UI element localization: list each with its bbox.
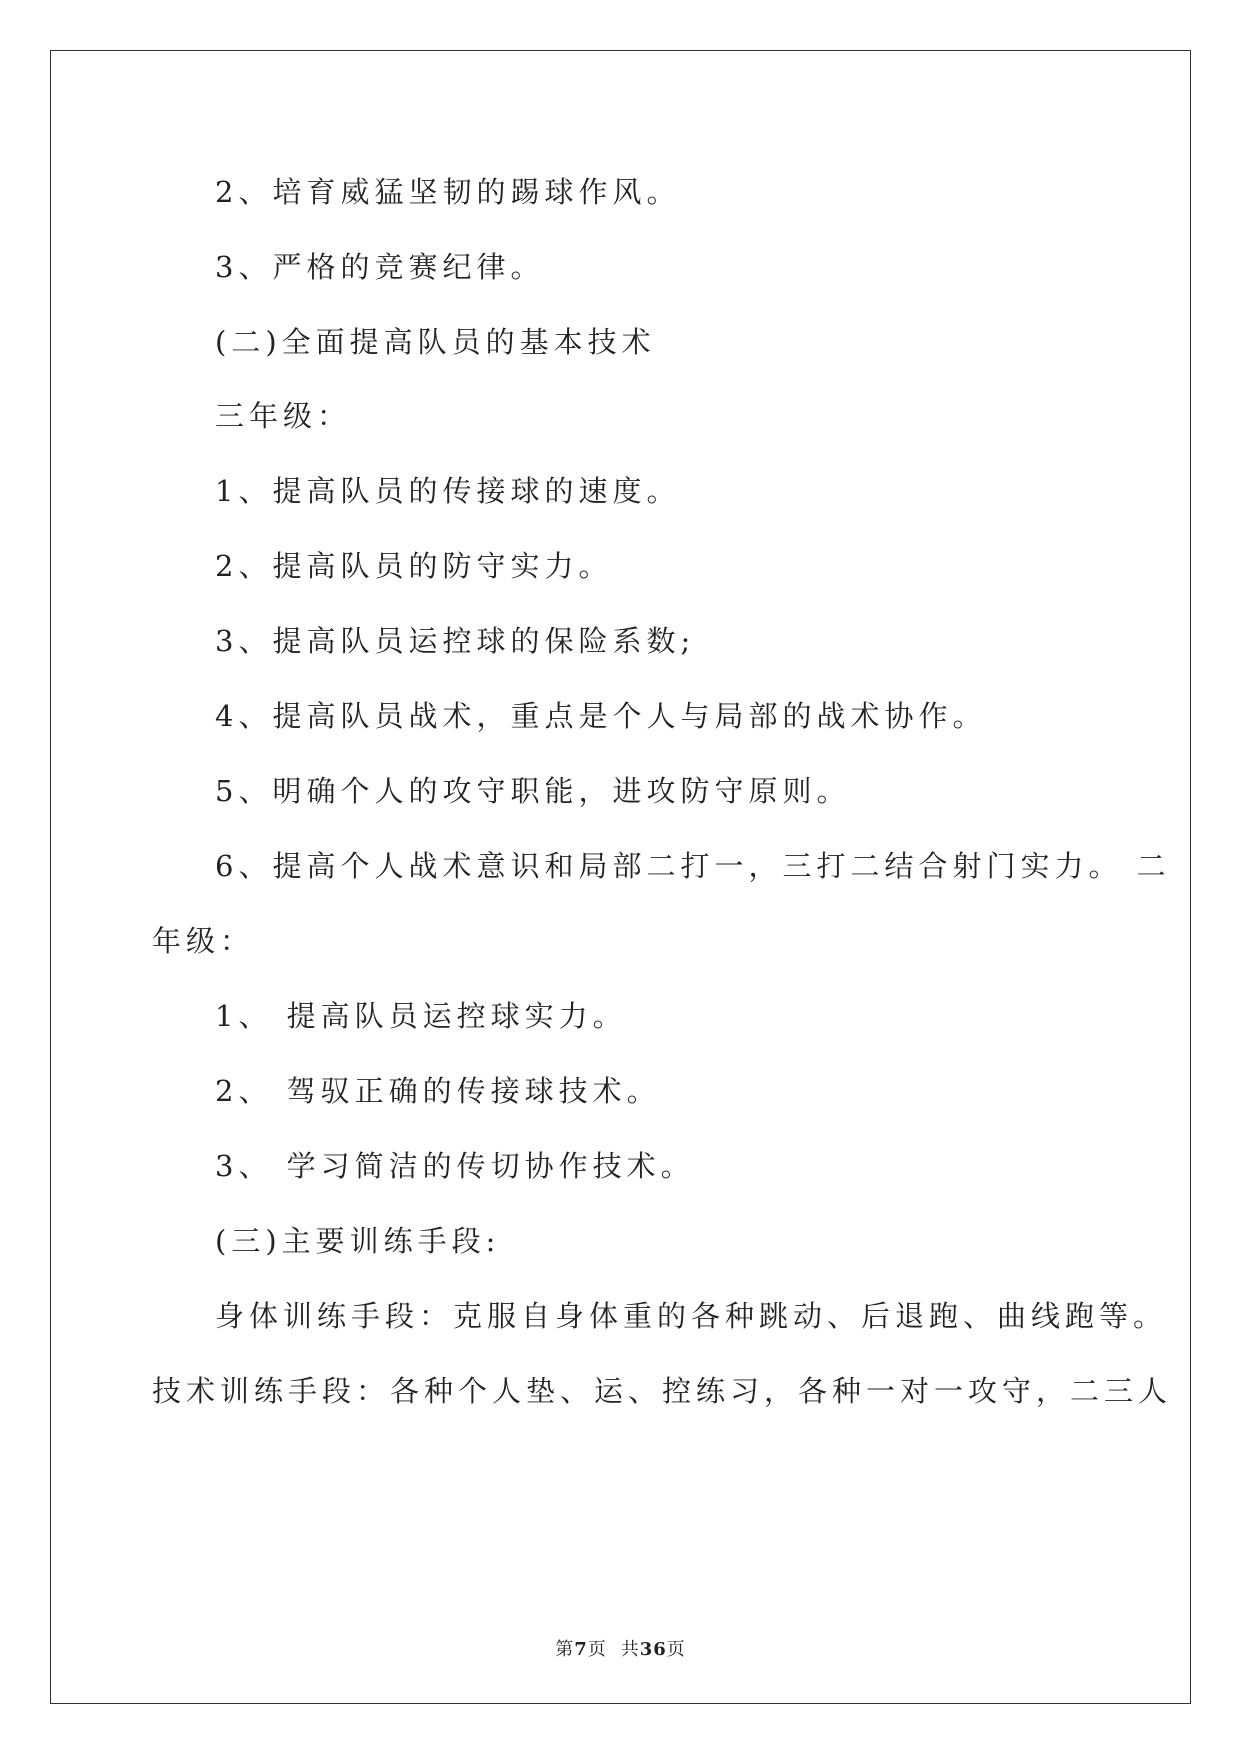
body-line-6: 2、提高队员的防守实力。	[215, 549, 613, 583]
footer-total-pages: 36	[639, 1639, 667, 1660]
body-line-13: 2、 驾驭正确的传接球技术。	[215, 1074, 661, 1108]
body-line-2: 3、严格的竞赛纪律。	[215, 250, 545, 284]
body-line-10: 6、提高个人战术意识和局部二打一，三打二结合射门实力。 二	[215, 849, 1171, 883]
footer-prefix: 第	[555, 1639, 575, 1660]
body-line-9: 5、明确个人的攻守职能，进攻防守原则。	[215, 774, 851, 808]
section-heading-2: (二)全面提高队员的基本技术	[215, 325, 656, 359]
body-line-11: 年级：	[152, 924, 255, 958]
body-line-7: 3、提高队员运控球的保险系数;	[215, 624, 696, 658]
footer-suffix: 页	[666, 1639, 686, 1660]
body-line-12: 1、 提高队员运控球实力。	[215, 999, 627, 1033]
footer-total-prefix: 共	[620, 1639, 640, 1660]
body-line-5: 1、提高队员的传接球的速度。	[215, 474, 681, 508]
grade-heading-3: 三年级：	[215, 399, 352, 433]
footer-page-unit: 页	[587, 1639, 607, 1660]
body-line-16: 身体训练手段：克服自身体重的各种跳动、后退跑、曲线跑等。	[215, 1299, 1168, 1333]
body-line-14: 3、 学习简洁的传切协作技术。	[215, 1149, 695, 1183]
section-heading-3: (三)主要训练手段:	[215, 1224, 501, 1258]
body-line-17: 技术训练手段：各种个人垫、运、控练习，各种一对一攻守，二三人	[152, 1374, 1173, 1408]
body-line-8: 4、提高队员战术，重点是个人与局部的战术协作。	[215, 699, 987, 733]
body-line-1: 2、培育威猛坚韧的踢球作风。	[215, 175, 681, 209]
footer-page-number: 7	[574, 1639, 588, 1660]
page-footer	[0, 1638, 1241, 1662]
